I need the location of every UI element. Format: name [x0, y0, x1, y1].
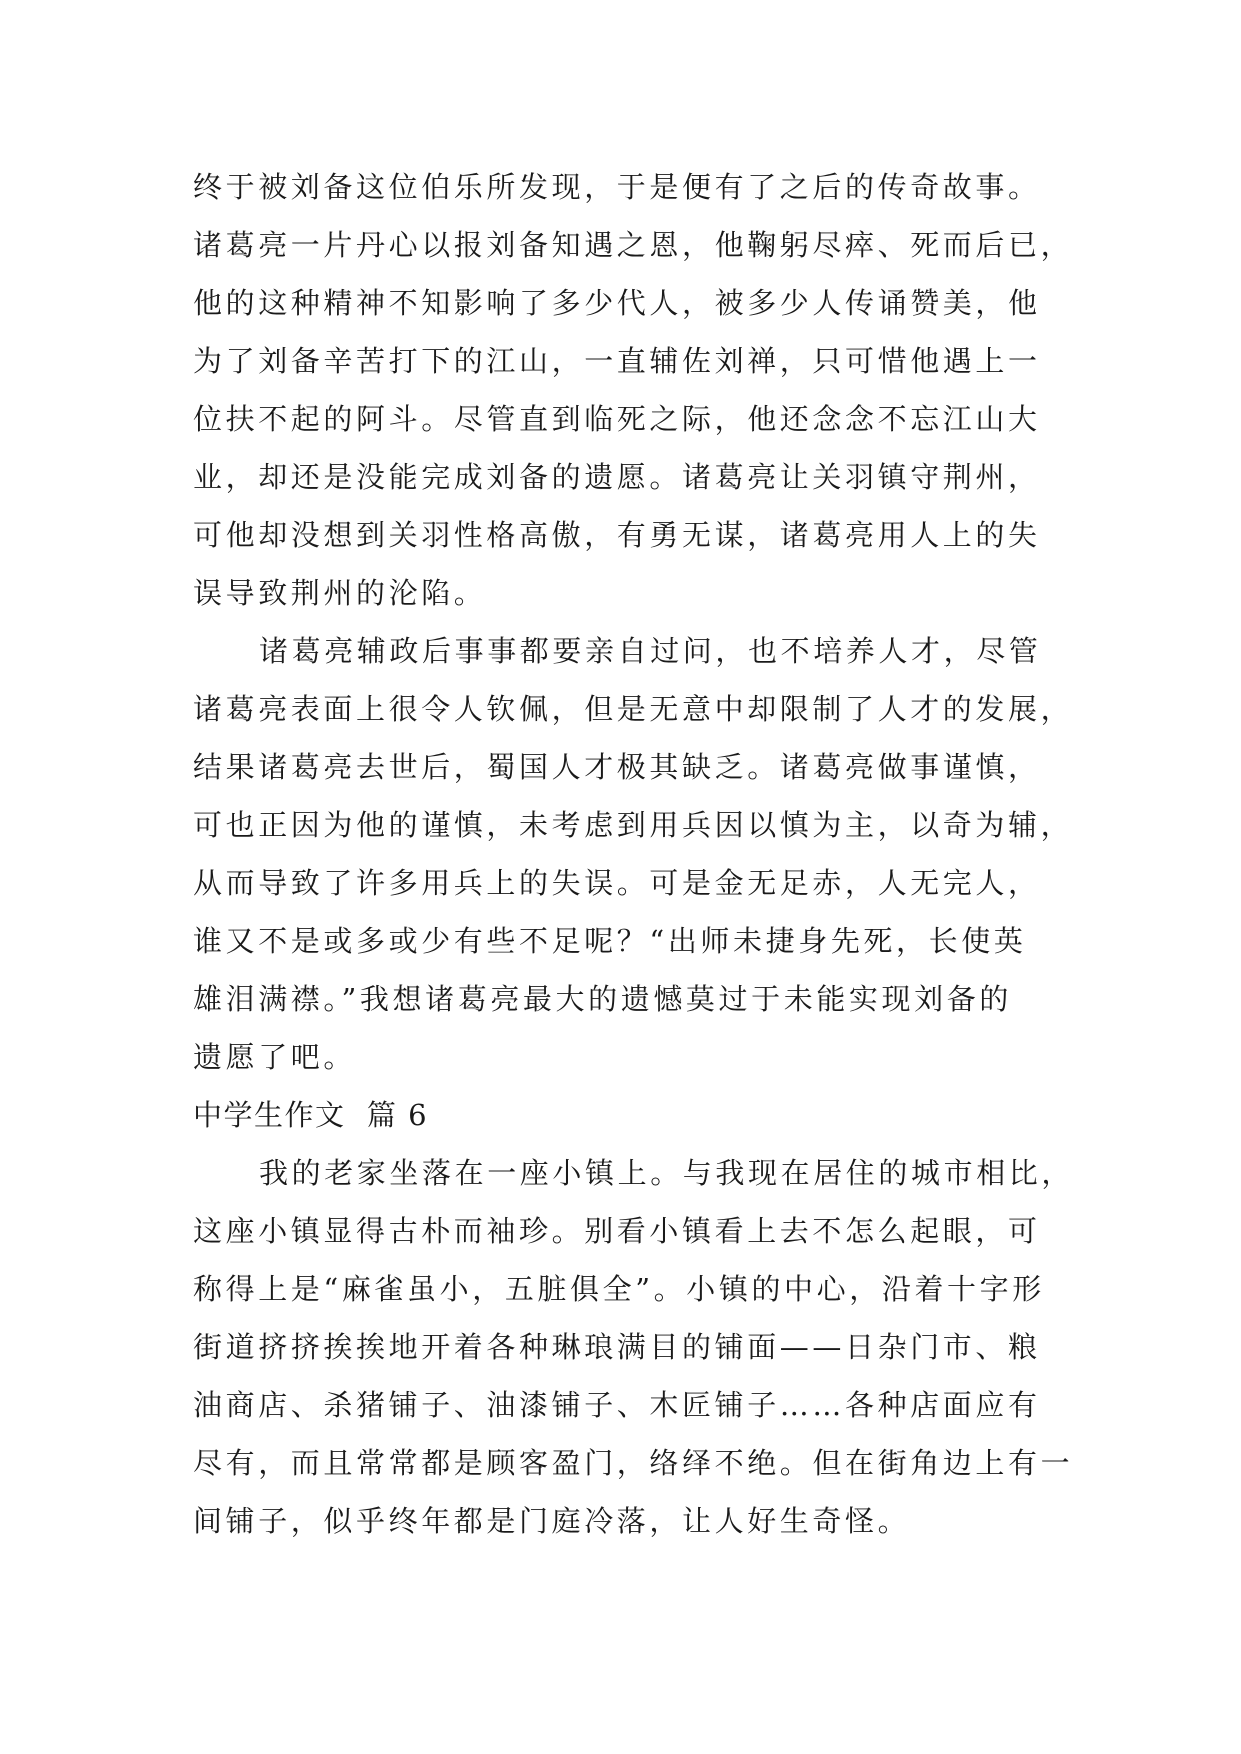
text-line: 尽有，而且常常都是顾客盈门，络绎不绝。但在街角边上有一	[193, 1446, 1074, 1480]
text-line: 可也正因为他的谨慎，未考虑到用兵因以慎为主，以奇为辅，	[193, 808, 1074, 842]
text-line: 我的老家坐落在一座小镇上。与我现在居住的城市相比，	[259, 1156, 1075, 1190]
text-line: 诸葛亮辅政后事事都要亲自过问，也不培养人才，尽管	[259, 634, 1042, 668]
paragraph-1	[193, 158, 1073, 622]
paragraph-3	[193, 1144, 1073, 1550]
text-line: 诸葛亮表面上很令人钦佩，但是无意中却限制了人才的发展，	[193, 692, 1074, 726]
text-line: 诸葛亮一片丹心以报刘备知遇之恩，他鞠躬尽瘁、死而后已，	[193, 228, 1074, 262]
text-line: 遗愿了吧。	[193, 1040, 357, 1074]
text-line: 终于被刘备这位伯乐所发现，于是便有了之后的传奇故事。	[193, 170, 1041, 204]
text-line: 雄泪满襟。”我想诸葛亮最大的遗憾莫过于未能实现刘备的	[193, 982, 1012, 1016]
text-line: 结果诸葛亮去世后，蜀国人才极其缺乏。诸葛亮做事谨慎，	[193, 750, 1041, 784]
document-body	[193, 158, 1073, 1550]
section-heading: 中学生作文 篇 6	[193, 1098, 429, 1132]
text-line: 街道挤挤挨挨地开着各种琳琅满目的铺面——日杂门市、粮	[193, 1330, 1041, 1364]
text-line: 间铺子，似乎终年都是门庭冷落，让人好生奇怪。	[193, 1504, 911, 1538]
paragraph-2	[193, 622, 1073, 1086]
text-line: 业，却还是没能完成刘备的遗愿。诸葛亮让关羽镇守荆州，	[193, 460, 1041, 494]
text-line: 可他却没想到关羽性格高傲，有勇无谋，诸葛亮用人上的失	[193, 518, 1041, 552]
text-line: 称得上是“麻雀虽小，五脏俱全”。小镇的中心，沿着十字形	[193, 1272, 1045, 1306]
text-line: 他的这种精神不知影响了多少代人，被多少人传诵赞美，他	[193, 286, 1041, 320]
text-line: 误导致荆州的沦陷。	[193, 576, 487, 610]
text-line: 为了刘备辛苦打下的江山，一直辅佐刘禅，只可惜他遇上一	[193, 344, 1041, 378]
text-line: 谁又不是或多或少有些不足呢？“出师未捷身先死，长使英	[193, 924, 1027, 958]
text-line: 油商店、杀猪铺子、油漆铺子、木匠铺子……各种店面应有	[193, 1388, 1041, 1422]
text-line: 这座小镇显得古朴而袖珍。别看小镇看上去不怎么起眼，可	[193, 1214, 1041, 1248]
text-line: 位扶不起的阿斗。尽管直到临死之际，他还念念不忘江山大	[193, 402, 1041, 436]
text-line: 从而导致了许多用兵上的失误。可是金无足赤，人无完人，	[193, 866, 1041, 900]
